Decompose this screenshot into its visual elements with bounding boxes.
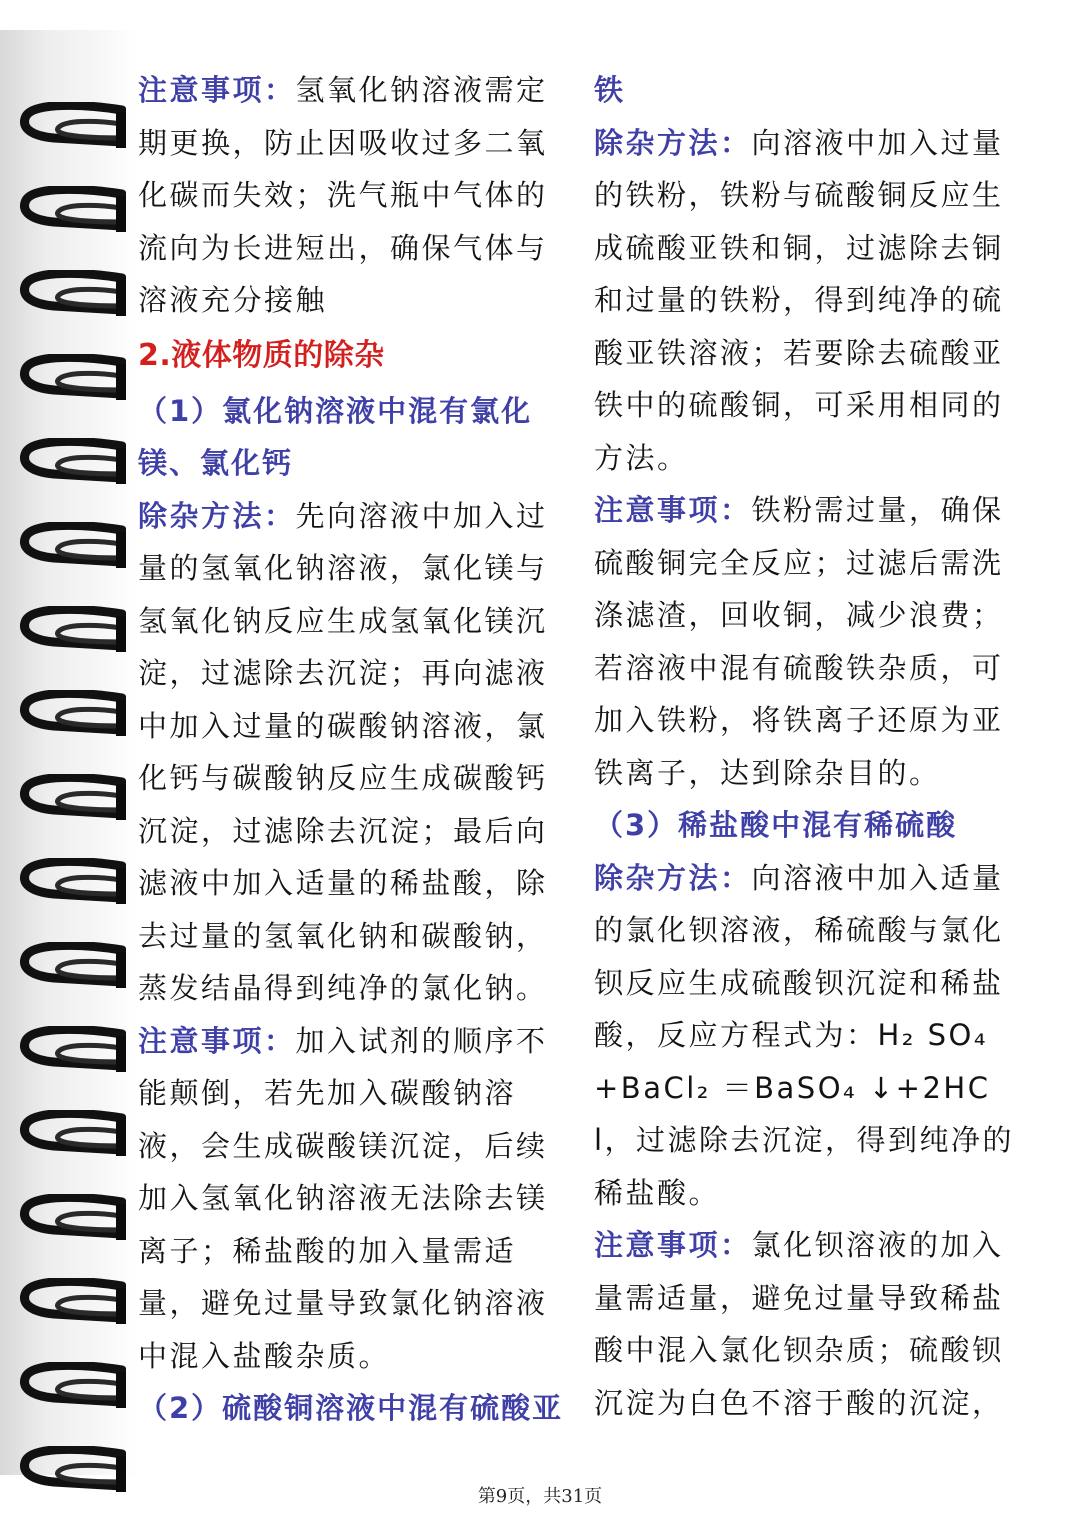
spiral-binding-ring-icon — [14, 1194, 126, 1252]
note-paragraph — [594, 484, 1024, 799]
note-label: 注意事项： — [138, 73, 296, 107]
spiral-binding-ring-icon — [14, 102, 126, 160]
item-heading-continued: 铁 — [594, 73, 626, 107]
spiral-binding-ring-icon — [14, 438, 126, 496]
spiral-binding-ring-icon — [14, 942, 126, 1000]
spiral-binding-ring-icon — [14, 858, 126, 916]
note-text: 加入试剂的顺序不能颠倒，若先加入碳酸钠溶液，会生成碳酸镁沉淀，后续加入氢氧化钠溶液无法除去镁离子；稀盐酸的加入量需适量，避免过量导致氯化钠溶液中混入盐酸杂质。 — [138, 1023, 548, 1373]
spiral-binding-ring-icon — [14, 270, 126, 328]
spiral-binding — [0, 30, 138, 1475]
method-text: 向溶液中加入过量的铁粉，铁粉与硫酸铜反应生成硫酸亚铁和铜，过滤除去铜和过量的铁粉，得到纯净的硫酸亚铁溶液；若要除去硫酸亚铁中的硫酸铜，可采用相同的方法。 — [594, 125, 1004, 475]
spiral-binding-ring-icon — [14, 606, 126, 664]
note-paragraph — [138, 1015, 578, 1383]
left-column — [138, 64, 578, 1435]
method-text: 先向溶液中加入过量的氢氧化钠溶液，氯化镁与氢氧化钠反应生成氢氧化镁沉淀，过滤除去沉淀；再向滤液中加入过量的碳酸钠溶液，氯化钙与碳酸钠反应生成碳酸钙沉淀，过滤除去沉淀；最后向滤液中加入适量的稀盐酸，除去过量的氢氧化钠和碳酸钠，蒸发结晶得到纯净的氯化钠。 — [138, 498, 548, 1005]
spiral-binding-ring-icon — [14, 1362, 126, 1420]
note-text: 氯化钡溶液的加入量需适量，避免过量导致稀盐酸中混入氯化钡杂质；硫酸钡沉淀为白色不溶于酸的沉淀， — [594, 1228, 1004, 1420]
note-text: 氢氧化钠溶液需定期更换，防止因吸收过多二氧化碳而失效；洗气瓶中气体的流向为长进短出，确保气体与溶液充分接触 — [138, 73, 548, 317]
item-heading: （1）氯化钠溶液中混有氯化镁、氯化钙 — [138, 393, 533, 480]
spiral-binding-ring-icon — [14, 774, 126, 832]
item-heading: （3）稀盐酸中混有稀硫酸 — [594, 808, 958, 842]
method-label: 除杂方法： — [138, 498, 296, 533]
section-title: 2.液体物质的除杂 — [138, 337, 385, 373]
method-paragraph — [594, 117, 1024, 485]
spiral-binding-ring-icon — [14, 522, 126, 580]
method-label: 除杂方法： — [594, 860, 752, 895]
method-paragraph — [138, 490, 578, 1015]
spiral-binding-ring-icon — [14, 186, 126, 244]
item-heading: （2）硫酸铜溶液中混有硫酸亚 — [138, 1391, 564, 1425]
page-number: 第9页，共31页 — [477, 1486, 603, 1507]
method-text: 向溶液中加入适量的氯化钡溶液，稀硫酸与氯化钡反应生成硫酸钡沉淀和稀盐酸，反应方程式为：H₂ SO₄ +BaCl₂ ＝BaSO₄ ↓+2HCl，过滤除去沉淀，得到纯净的稀盐酸。 — [594, 860, 1015, 1210]
note-label: 注意事项： — [594, 1228, 752, 1262]
note-paragraph — [594, 1219, 1024, 1429]
spiral-binding-ring-icon — [14, 690, 126, 748]
spiral-binding-ring-icon — [14, 354, 126, 412]
note-label: 注意事项： — [594, 493, 752, 527]
right-column — [594, 64, 1024, 1429]
spiral-binding-ring-icon — [14, 1110, 126, 1168]
method-paragraph — [594, 852, 1024, 1220]
spiral-binding-ring-icon — [14, 1026, 126, 1084]
note-paragraph — [138, 64, 578, 327]
note-label: 注意事项： — [138, 1023, 296, 1058]
spiral-binding-ring-icon — [14, 1278, 126, 1336]
note-text: 铁粉需过量，确保硫酸铜完全反应；过滤后需洗涤滤渣，回收铜，减少浪费；若溶液中混有硫酸铁杂质，可加入铁粉，将铁离子还原为亚铁离子，达到除杂目的。 — [594, 493, 1004, 790]
method-label: 除杂方法： — [594, 125, 752, 160]
